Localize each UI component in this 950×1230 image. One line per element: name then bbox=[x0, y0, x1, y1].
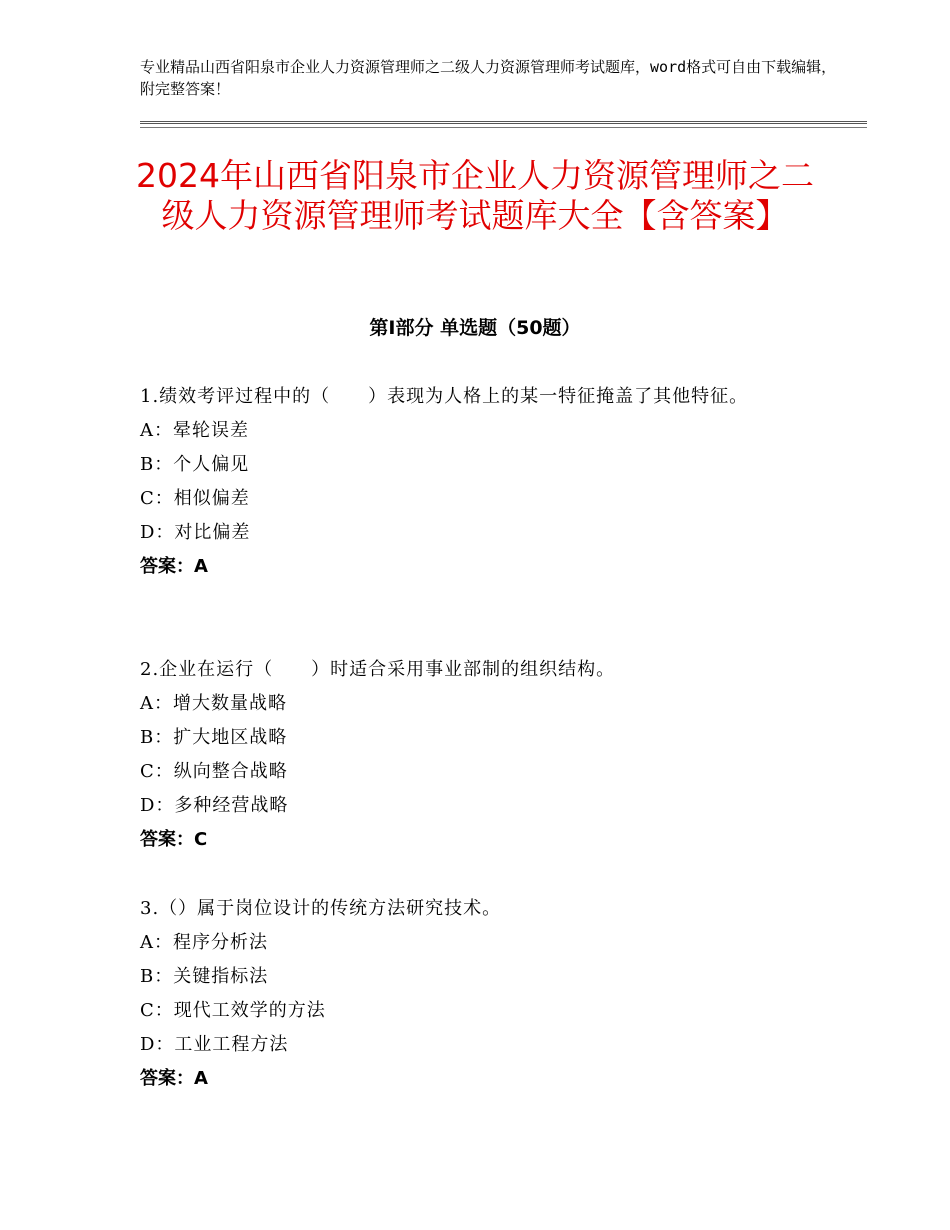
header-divider bbox=[140, 121, 867, 124]
option-a: A：晕轮误差 bbox=[140, 420, 249, 441]
option-d: D：工业工程方法 bbox=[140, 1034, 289, 1055]
header-note: 专业精品山西省阳泉市企业人力资源管理师之二级人力资源管理师考试题库，word格式可自由下载编辑，附完整答案！ bbox=[140, 58, 837, 98]
answer: 答案：A bbox=[140, 1068, 208, 1089]
option-d: D：多种经营战略 bbox=[140, 795, 289, 816]
question-stem: 1.绩效考评过程中的（ ）表现为人格上的某一特征掩盖了其他特征。 bbox=[140, 386, 749, 407]
option-c: C：相似偏差 bbox=[140, 488, 250, 509]
option-a: A：程序分析法 bbox=[140, 932, 268, 953]
option-d: D：对比偏差 bbox=[140, 522, 251, 543]
option-b: B：关键指标法 bbox=[140, 966, 269, 987]
option-c: C：纵向整合战略 bbox=[140, 761, 288, 782]
option-c: C：现代工效学的方法 bbox=[140, 1000, 326, 1021]
answer: 答案：C bbox=[140, 829, 208, 850]
document-title: 2024年山西省阳泉市企业人力资源管理师之二级人力资源管理师考试题库大全【含答案】 bbox=[136, 156, 814, 235]
option-b: B：个人偏见 bbox=[140, 454, 250, 475]
question-stem: 2.企业在运行（ ）时适合采用事业部制的组织结构。 bbox=[140, 659, 616, 680]
section-heading: 第Ⅰ部分 单选题（50题） bbox=[369, 317, 581, 339]
option-b: B：扩大地区战略 bbox=[140, 727, 288, 748]
question-3 bbox=[140, 892, 820, 1096]
option-a: A：增大数量战略 bbox=[140, 693, 287, 714]
answer: 答案：A bbox=[140, 556, 208, 577]
header-divider-thin bbox=[140, 127, 867, 128]
question-stem: 3.（）属于岗位设计的传统方法研究技术。 bbox=[140, 898, 502, 919]
question-2 bbox=[140, 653, 820, 857]
question-1 bbox=[140, 380, 820, 584]
